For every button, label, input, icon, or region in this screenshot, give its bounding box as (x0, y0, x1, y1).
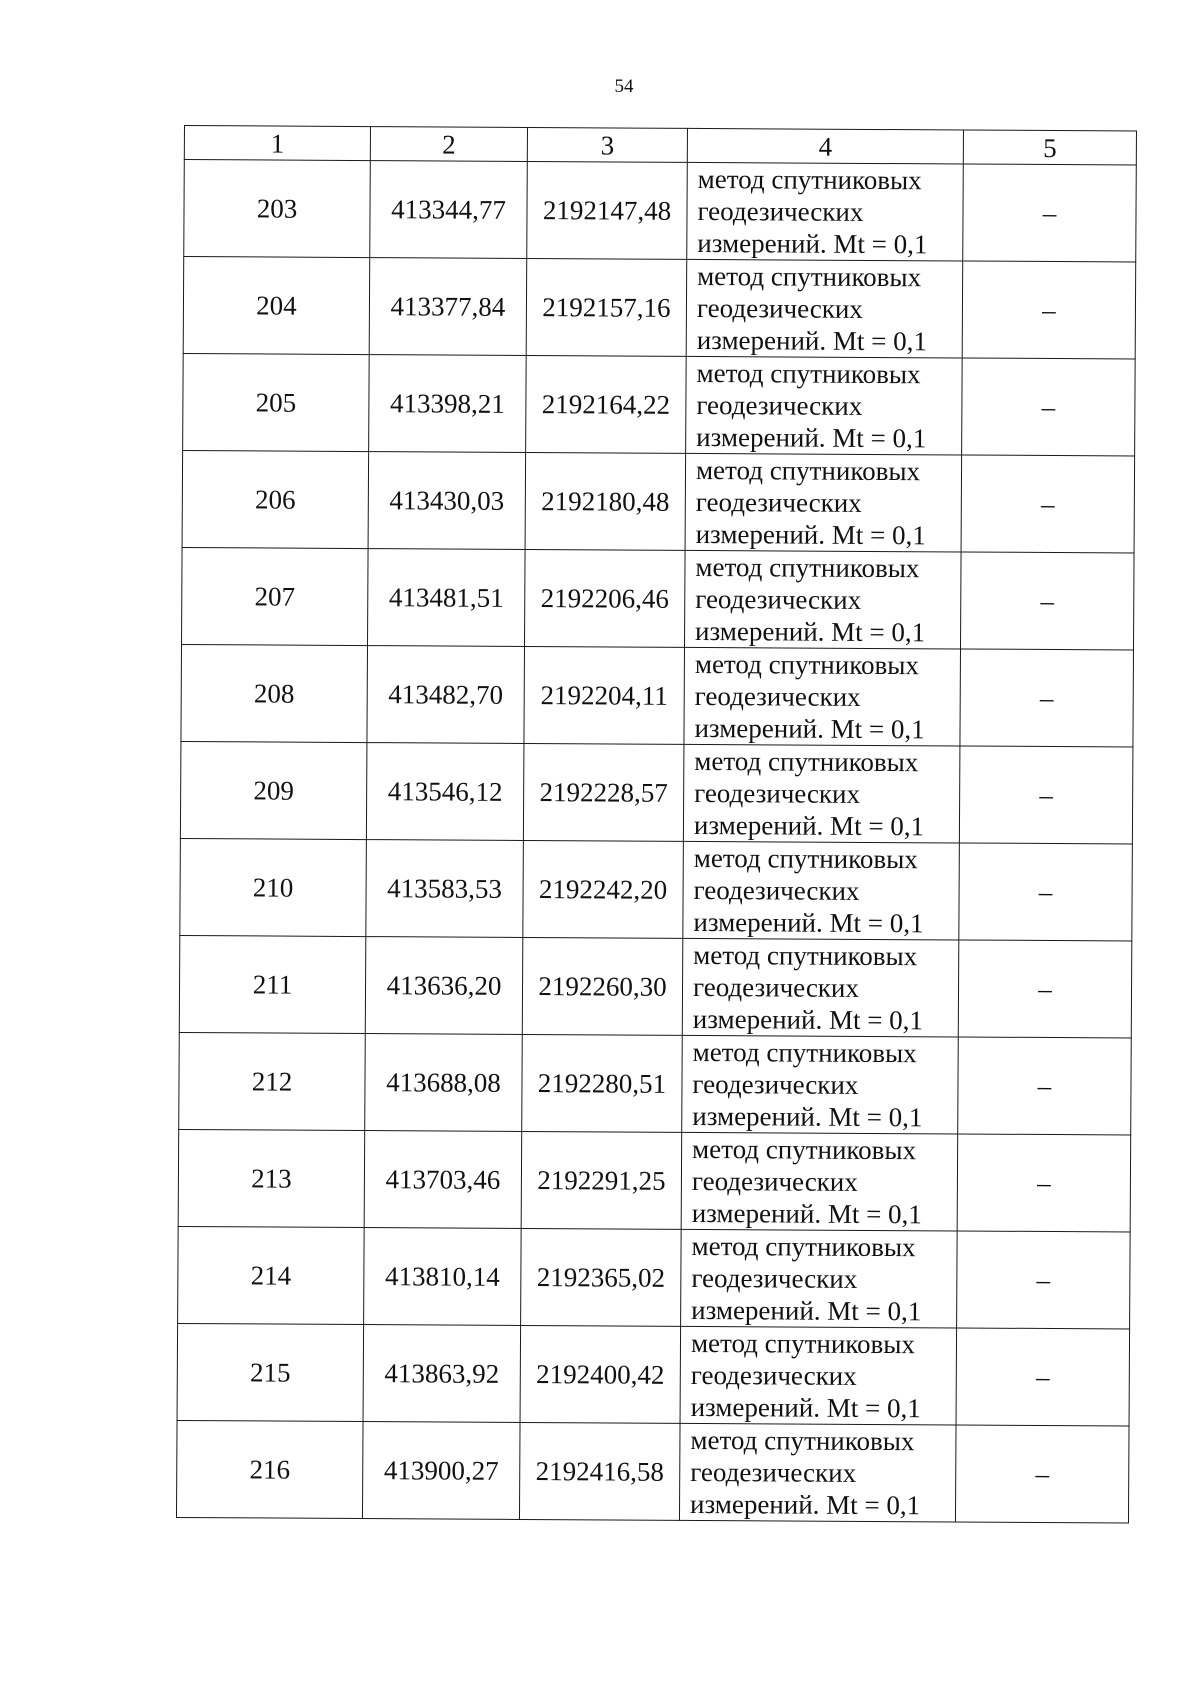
cell-point: 215 (177, 1323, 364, 1421)
table-row (178, 1129, 1131, 1231)
table-row (180, 838, 1133, 940)
method-line: измерений. Mt = 0,1 (695, 518, 926, 551)
method-line: метод спутниковых (695, 454, 921, 487)
cell-note: – (957, 1134, 1131, 1232)
cell-method (682, 1035, 959, 1134)
method-line: геодезических (690, 1456, 857, 1488)
coordinates-table (176, 125, 1137, 1523)
cell-y: 2192291,25 (521, 1131, 682, 1229)
cell-method (682, 938, 959, 1037)
method-line: метод спутниковых (691, 1230, 916, 1263)
cell-x: 413810,14 (364, 1228, 522, 1326)
cell-y: 2192147,48 (527, 161, 688, 259)
cell-note: – (959, 746, 1133, 844)
method-line: геодезических (695, 583, 862, 615)
cell-note: – (958, 1037, 1132, 1135)
table-row (183, 353, 1136, 455)
method-line: измерений. Mt = 0,1 (696, 324, 927, 357)
cell-note: – (957, 1231, 1131, 1329)
cell-note: – (963, 164, 1137, 262)
cell-note: – (956, 1328, 1130, 1426)
table-row (181, 644, 1134, 746)
header-col-2: 2 (370, 127, 527, 162)
cell-method (680, 1326, 957, 1425)
cell-method (684, 550, 961, 649)
cell-y: 2192242,20 (523, 840, 684, 938)
cell-note: – (960, 649, 1134, 747)
method-line: геодезических (690, 1359, 857, 1391)
page-number: 54 (614, 76, 634, 97)
method-line: геодезических (692, 1068, 859, 1100)
cell-x: 413583,53 (366, 840, 524, 938)
method-line: метод спутниковых (695, 551, 920, 584)
method-line: измерений. Mt = 0,1 (695, 615, 926, 648)
method-line: геодезических (691, 1262, 858, 1294)
method-line: метод спутниковых (692, 1036, 917, 1069)
cell-point: 213 (178, 1129, 365, 1227)
cell-method (685, 453, 962, 552)
method-line: измерений. Mt = 0,1 (692, 1100, 923, 1133)
method-line: геодезических (694, 680, 861, 712)
method-line: метод спутниковых (697, 260, 922, 293)
table-row (179, 935, 1132, 1037)
cell-point: 203 (184, 160, 371, 258)
cell-point: 214 (178, 1226, 365, 1324)
table-body (176, 160, 1136, 1523)
cell-note: – (962, 358, 1136, 456)
cell-point: 211 (179, 935, 366, 1033)
method-line: измерений. Mt = 0,1 (691, 1197, 922, 1230)
cell-point: 212 (179, 1032, 366, 1130)
table-row (178, 1226, 1131, 1328)
cell-method (683, 841, 960, 940)
method-line: измерений. Mt = 0,1 (691, 1294, 922, 1327)
method-line: геодезических (695, 486, 862, 518)
cell-y: 2192206,46 (525, 549, 686, 647)
cell-method (687, 162, 964, 261)
method-line: геодезических (693, 874, 860, 906)
method-line: метод спутниковых (696, 357, 921, 390)
cell-x: 413344,77 (370, 161, 528, 259)
header-col-4: 4 (687, 128, 963, 164)
cell-x: 413482,70 (367, 646, 525, 744)
cell-note: – (959, 843, 1133, 941)
table-row (180, 741, 1133, 843)
method-line: метод спутниковых (692, 1133, 917, 1166)
table-row (179, 1032, 1132, 1134)
table-header (184, 126, 1136, 165)
cell-point: 207 (182, 547, 369, 645)
cell-x: 413481,51 (368, 549, 526, 647)
cell-note: – (962, 261, 1136, 359)
table-row (182, 450, 1135, 552)
table-row (177, 1323, 1130, 1425)
method-line: измерений. Mt = 0,1 (693, 809, 925, 842)
cell-y: 2192180,48 (525, 452, 686, 550)
method-line: геодезических (697, 195, 864, 227)
cell-x: 413430,03 (368, 452, 526, 550)
method-line: измерений. Mt = 0,1 (697, 227, 928, 260)
method-line: измерений. Mt = 0,1 (694, 712, 925, 745)
cell-point: 205 (183, 353, 370, 451)
method-line: геодезических (696, 292, 863, 324)
method-line: метод спутниковых (694, 745, 919, 778)
cell-note: – (955, 1425, 1129, 1523)
method-line: геодезических (691, 1165, 858, 1197)
cell-x: 413546,12 (366, 743, 524, 841)
method-line: геодезических (696, 389, 863, 421)
cell-y: 2192164,22 (526, 355, 687, 453)
cell-y: 2192416,58 (519, 1422, 680, 1520)
method-line: геодезических (694, 777, 861, 809)
cell-method (679, 1423, 956, 1522)
method-line: метод спутниковых (690, 1424, 915, 1457)
method-line: метод спутниковых (697, 163, 922, 196)
method-line: геодезических (692, 971, 860, 1003)
cell-method (684, 647, 961, 746)
cell-y: 2192157,16 (526, 258, 687, 356)
method-line: метод спутниковых (690, 1327, 916, 1360)
cell-x: 413900,27 (362, 1422, 520, 1520)
method-line: метод спутниковых (693, 939, 918, 972)
cell-y: 2192228,57 (523, 743, 684, 841)
table-row (176, 1420, 1129, 1522)
cell-method (681, 1229, 958, 1328)
table-row (183, 257, 1136, 359)
method-line: измерений. Mt = 0,1 (690, 1391, 921, 1424)
method-line: метод спутниковых (693, 842, 918, 875)
cell-method (686, 356, 963, 455)
cell-point: 208 (181, 644, 368, 742)
table-row (182, 547, 1135, 649)
cell-point: 206 (182, 450, 369, 548)
header-row (184, 126, 1136, 165)
cell-note: – (960, 552, 1134, 650)
cell-x: 413703,46 (364, 1131, 522, 1229)
cell-point: 210 (180, 838, 367, 936)
method-line: измерений. Mt = 0,1 (692, 1003, 924, 1036)
cell-note: – (961, 455, 1135, 553)
cell-point: 209 (180, 741, 367, 839)
cell-point: 216 (176, 1420, 363, 1518)
method-line: метод спутниковых (694, 648, 919, 681)
cell-point: 204 (183, 257, 370, 355)
cell-y: 2192204,11 (524, 646, 685, 744)
method-line: измерений. Mt = 0,1 (689, 1488, 921, 1521)
header-col-5: 5 (963, 130, 1136, 165)
method-line: измерений. Mt = 0,1 (696, 421, 927, 454)
cell-method (686, 259, 963, 358)
cell-x: 413636,20 (365, 937, 523, 1035)
header-col-3: 3 (527, 127, 687, 162)
cell-y: 2192400,42 (520, 1325, 681, 1423)
cell-y: 2192365,02 (521, 1228, 682, 1326)
cell-method (681, 1132, 958, 1231)
cell-x: 413688,08 (365, 1034, 523, 1132)
cell-x: 413863,92 (363, 1325, 521, 1423)
cell-x: 413377,84 (369, 258, 527, 356)
cell-x: 413398,21 (369, 355, 527, 453)
cell-note: – (958, 940, 1132, 1038)
header-col-1: 1 (184, 126, 370, 161)
cell-y: 2192260,30 (522, 937, 683, 1035)
method-line: измерений. Mt = 0,1 (693, 906, 924, 939)
table-row (184, 160, 1137, 262)
cell-method (683, 744, 960, 843)
cell-y: 2192280,51 (522, 1034, 683, 1132)
